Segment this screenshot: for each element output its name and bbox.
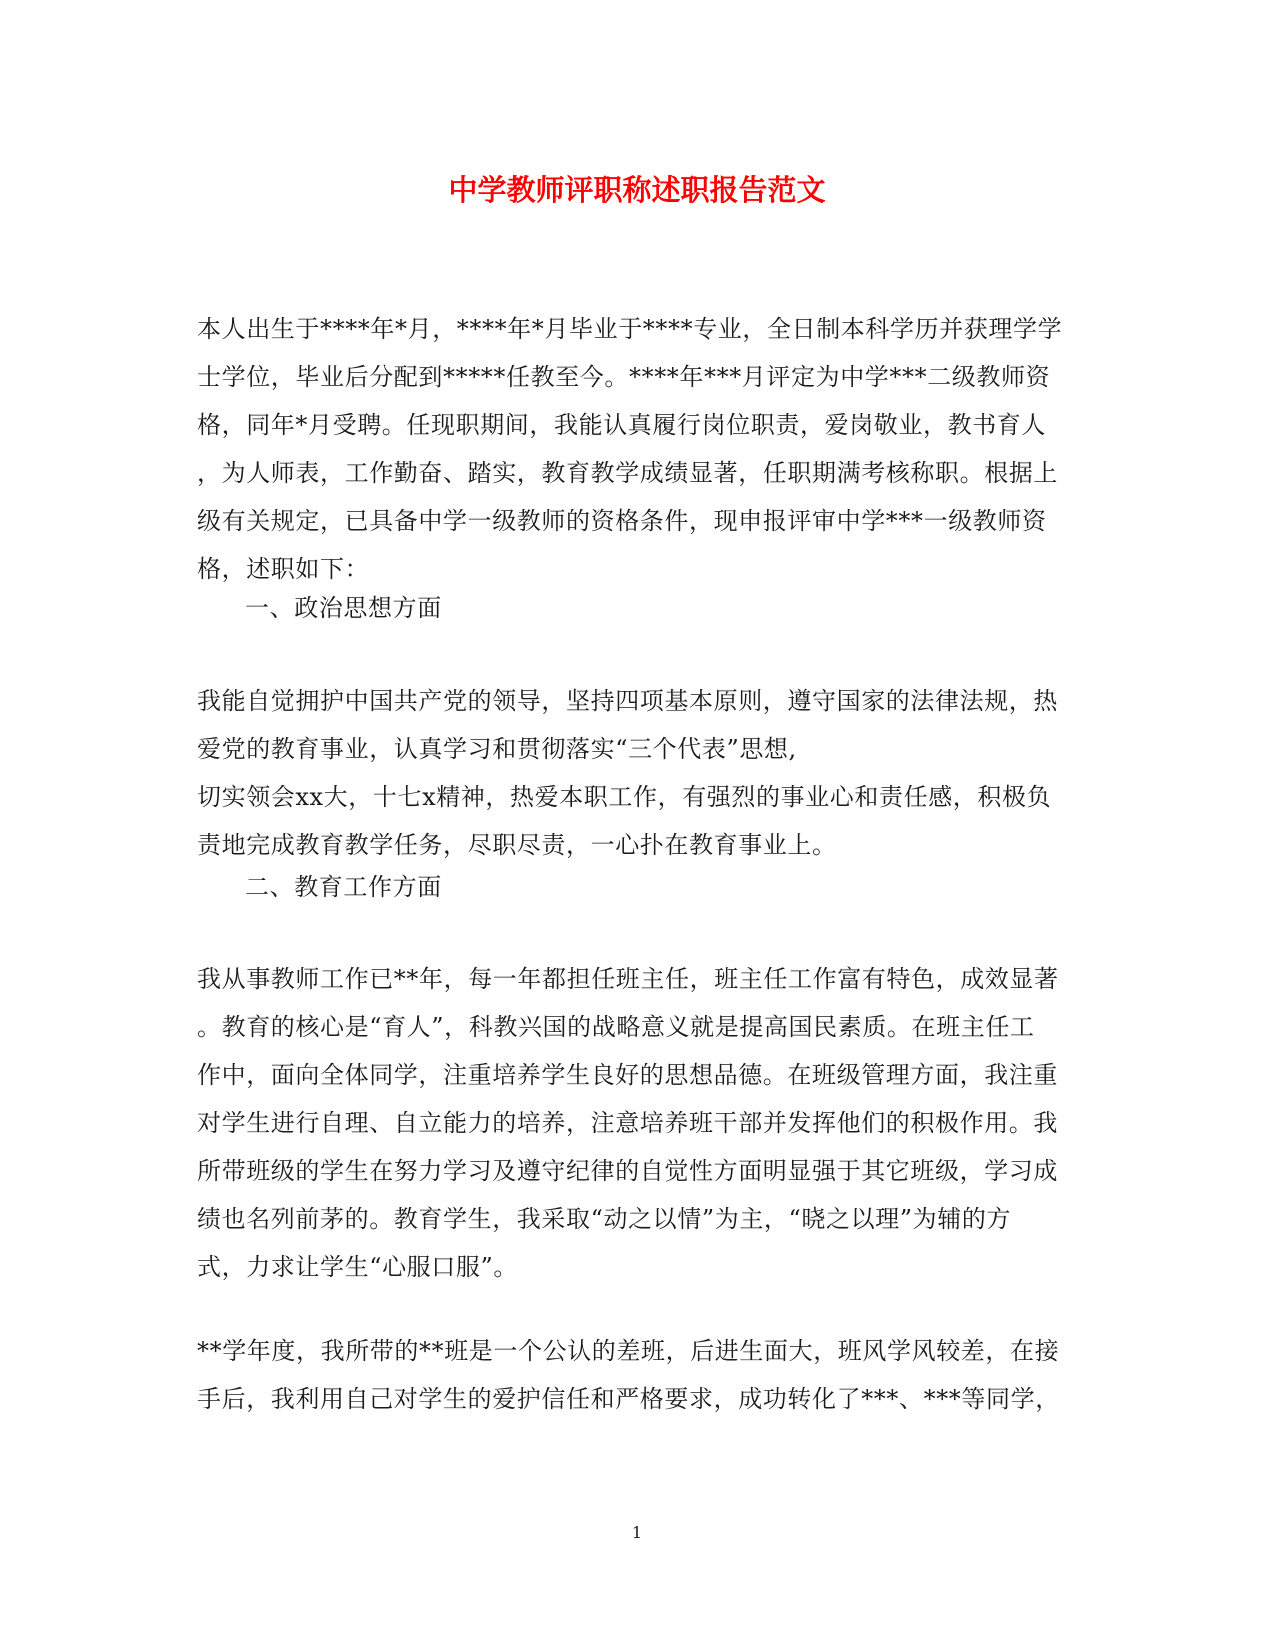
paragraph-line: 对学生进行自理、自立能力的培养，注意培养班干部并发挥他们的积极作用。我 <box>197 1109 1058 1137</box>
paragraph-line: 手后，我利用自己对学生的爱护信任和严格要求，成功转化了***、***等同学， <box>197 1385 1060 1413</box>
paragraph-line: 士学位，毕业后分配到*****任教至今。****年***月评定为中学***二级教师资 <box>197 363 1051 391</box>
paragraph-line: 格，述职如下： <box>197 555 370 583</box>
paragraph-line: 级有关规定，已具备中学一级教师的资格条件，现申报评审中学***一级教师资 <box>197 507 1047 535</box>
section-heading-education: 二、教育工作方面 <box>245 873 442 901</box>
paragraph-line: 责地完成教育教学任务，尽职尽责，一心扑在教育事业上。 <box>197 831 837 859</box>
paragraph-line: 作中，面向全体同学，注重培养学生良好的思想品德。在班级管理方面，我注重 <box>197 1061 1058 1089</box>
paragraph-class-transformation <box>197 1327 1067 1423</box>
paragraph-line: 格，同年*月受聘。任现职期间，我能认真履行岗位职责，爱岗敬业，教书育人 <box>197 411 1046 439</box>
paragraph-line: **学年度，我所带的**班是一个公认的差班，后进生面大，班风学风较差，在接 <box>197 1337 1060 1365</box>
paragraph-line: 我能自觉拥护中国共产党的领导，坚持四项基本原则，遵守国家的法律法规，热 <box>197 687 1058 715</box>
paragraph-line: ，为人师表，工作勤奋、踏实，教育教学成绩显著，任职期满考核称职。根据上 <box>197 459 1058 487</box>
page-number: 1 <box>631 1523 643 1542</box>
paragraph-line: 绩也名列前茅的。教育学生，我采取“动之以情”为主，“晓之以理”为辅的方 <box>197 1205 1012 1233</box>
section-heading-politics: 一、政治思想方面 <box>245 594 442 622</box>
paragraph-line: 我从事教师工作已**年，每一年都担任班主任，班主任工作富有特色，成效显著 <box>197 965 1059 993</box>
paragraph-line: 本人出生于****年*月，****年*月毕业于****专业，全日制本科学历并获理学学 <box>197 315 1063 343</box>
paragraph-line: 式，力求让学生“心服口服”。 <box>197 1253 518 1281</box>
document-title: 中学教师评职称述职报告范文 <box>448 173 826 207</box>
paragraph-line: 切实领会xx大，十七x精神，热爱本职工作，有强烈的事业心和责任感，积极负 <box>197 783 1052 811</box>
paragraph-education <box>197 955 1067 1291</box>
paragraph-line: 爱党的教育事业，认真学习和贯彻落实“三个代表”思想, <box>197 735 797 763</box>
paragraph-line: 所带班级的学生在努力学习及遵守纪律的自觉性方面明显强于其它班级，学习成 <box>197 1157 1058 1185</box>
paragraph-line: 。教育的核心是“育人”，科教兴国的战略意义就是提高国民素质。在班主任工 <box>197 1013 1035 1041</box>
paragraph-intro <box>197 305 1067 593</box>
paragraph-politics <box>197 677 1067 869</box>
